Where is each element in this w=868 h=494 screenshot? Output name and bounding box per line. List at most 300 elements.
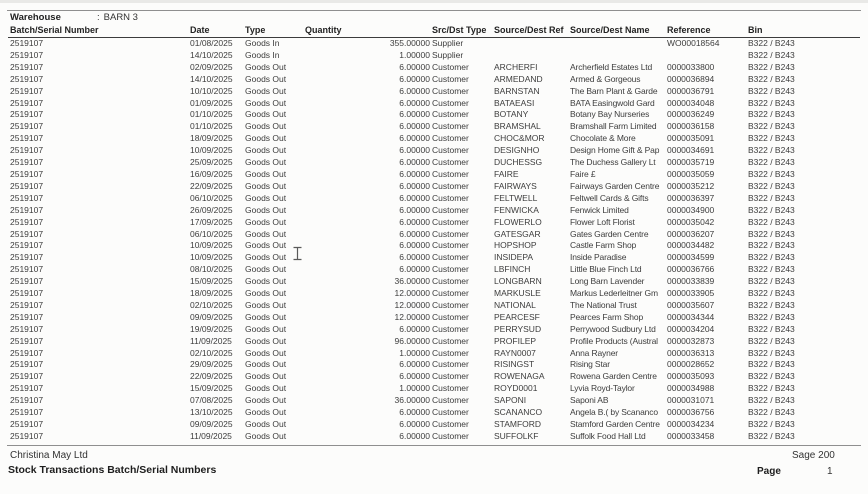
table-cell: 6.00000 [399,73,430,84]
table-cell: Rising Star [570,359,610,370]
table-cell: 14/10/2025 [190,73,233,84]
table-cell: 0000035093 [667,371,715,382]
table-cell: B322 / B243 [748,252,795,263]
table-cell: 0000034599 [667,252,715,263]
table-cell: Customer [432,371,469,382]
table-cell: BARNSTAN [494,85,540,96]
table-cell: B322 / B243 [748,407,795,418]
table-cell: 6.00000 [399,61,430,72]
table-cell: Customer [432,85,469,96]
table-cell [568,38,665,50]
table-cell: 6.00000 [399,216,430,227]
table-row [8,252,860,264]
table-row [8,169,860,181]
table-cell: SAPONI [494,395,527,406]
table-cell: 15/09/2025 [190,276,233,287]
table-cell: RAYN0007 [494,347,536,358]
table-cell: Goods Out [245,419,287,429]
table-cell: 0000034482 [667,240,715,251]
table-cell: 11/09/2025 [190,430,232,441]
table-cell: 12.00000 [394,288,430,299]
table-cell: 2519107 [10,299,44,310]
table-cell: B322 / B243 [748,38,795,48]
table-cell: 355.00000 [389,38,430,48]
table-row [8,98,860,110]
table-cell: Supplier [432,38,464,48]
table-cell: 1.00000 [399,383,430,394]
table-cell: Customer [432,121,469,132]
table-cell: Customer [432,383,469,394]
table-cell: 6.00000 [399,121,430,132]
table-cell: Goods Out [245,240,287,251]
warehouse-value: BARN 3 [103,12,138,23]
table-cell: Customer [432,61,469,72]
table-cell: SCANANCO [494,407,543,418]
warehouse-separator: : [97,12,100,23]
table-cell: Bramshall Farm Limited [570,121,657,132]
table-cell: 0000036756 [667,407,715,418]
table-cell: 0000034988 [667,383,715,394]
table-cell: DESIGNHO [494,145,540,156]
page-number: 1 [827,466,833,477]
table-cell: 2519107 [10,430,44,441]
table-cell: 22/09/2025 [190,180,233,191]
table-cell: 2519107 [10,73,44,84]
table-cell: Goods Out [245,168,287,179]
table-cell: 0000033905 [667,288,715,299]
table-cell: STAMFORD [494,419,542,429]
table-cell: 1.00000 [399,49,430,60]
table-cell: 6.00000 [399,204,430,215]
table-cell: 25/09/2025 [190,157,233,168]
table-row [8,336,860,348]
table-cell: DUCHESSG [494,157,543,168]
table-cell: PERRYSUD [494,323,542,334]
table-cell: Customer [432,252,469,263]
table-cell: 0000036207 [667,228,715,239]
table-cell: Flower Loft Florist [570,216,635,227]
table-cell: B322 / B243 [748,180,795,191]
table-cell: B322 / B243 [748,109,795,120]
table-cell: 6.00000 [399,192,430,203]
table-cell: 2519107 [10,311,44,322]
warehouse-label: Warehouse [10,12,61,23]
table-cell: 2519107 [10,85,44,96]
table-cell: Goods Out [245,347,287,358]
table-cell: Customer [432,419,469,429]
table-cell: B322 / B243 [748,73,795,84]
table-cell: 17/09/2025 [190,216,233,227]
table-cell: LONGBARN [494,276,542,287]
table-cell: FELTWELL [494,192,538,203]
table-cell [492,38,568,50]
table-cell: B322 / B243 [748,85,795,96]
table-cell: 6.00000 [399,109,430,120]
table-cell: 15/09/2025 [190,383,233,394]
table-cell: 0000036766 [667,264,715,275]
table-row [8,359,860,371]
table-cell: 2519107 [10,335,44,346]
table-cell: 12.00000 [394,299,430,310]
table-cell: 10/09/2025 [190,252,233,263]
table-cell: 0000033458 [667,430,715,441]
table-cell: 2519107 [10,121,44,132]
table-cell: Lyvia Royd-Taylor [570,383,635,394]
table-cell: 6.00000 [399,430,430,441]
table-cell: 6.00000 [399,180,430,191]
table-row [8,312,860,324]
table-cell: 2519107 [10,49,44,60]
table-cell: ROYD0001 [494,383,538,394]
table-cell: 6.00000 [399,252,430,263]
table-cell: 02/10/2025 [190,347,233,358]
table-row [8,157,860,169]
table-cell: 09/09/2025 [190,311,233,322]
table-cell: Goods Out [245,97,287,108]
col-header-date: Date [190,25,210,35]
table-cell: Angela B.( by Scananco [570,407,658,418]
table-cell: Customer [432,97,469,108]
table-cell: Profile Products (Austral [570,335,658,346]
table-cell: 01/10/2025 [190,109,233,120]
table-cell: 0000034234 [667,419,715,429]
table-row [8,205,860,217]
table-cell: 2519107 [10,252,44,263]
table-cell: Goods Out [245,61,287,72]
table-cell: 18/09/2025 [190,133,233,144]
table-cell: Goods Out [245,276,287,287]
table-cell [568,50,665,62]
table-cell: 01/09/2025 [190,97,233,108]
table-row [8,62,860,74]
table-cell: 2519107 [10,204,44,215]
table-cell: B322 / B243 [748,145,795,156]
table-cell: Customer [432,192,469,203]
table-cell: Goods Out [245,371,287,382]
table-cell: 2519107 [10,97,44,108]
table-cell: INSIDEPA [494,252,534,263]
table-cell: 26/09/2025 [190,204,233,215]
table-cell: Goods Out [245,73,287,84]
table-cell: B322 / B243 [748,157,795,168]
table-cell: 6.00000 [399,240,430,251]
table-cell: 0000033800 [667,61,715,72]
table-cell: Customer [432,240,469,251]
table-cell: 2519107 [10,109,44,120]
table-cell: 0000034900 [667,204,715,215]
table-cell: 6.00000 [399,323,430,334]
table-cell: 2519107 [10,383,44,394]
table-cell: Fairways Garden Centre [570,180,660,191]
table-row [8,74,860,86]
table-cell: 13/10/2025 [190,407,233,418]
table-cell: 6.00000 [399,228,430,239]
table-cell: 0000036249 [667,109,715,120]
table-cell: Goods Out [245,145,287,156]
table-cell: B322 / B243 [748,335,795,346]
table-cell: Gates Garden Centre [570,228,649,239]
table-cell: Goods Out [245,133,287,144]
table-cell: 96.00000 [394,335,430,346]
table-row [8,181,860,193]
table-cell: B322 / B243 [748,168,795,179]
app-name: Sage 200 [792,450,835,461]
table-row [8,240,860,252]
table-row [8,324,860,336]
table-cell: Goods Out [245,264,287,275]
table-cell: 2519107 [10,347,44,358]
table-cell: 09/09/2025 [190,419,233,429]
table-cell: B322 / B243 [748,121,795,132]
table-cell: NATIONAL [494,299,536,310]
table-header-row [8,20,860,38]
table-cell: Suffolk Food Hall Ltd [570,430,646,441]
table-cell: ARCHERFI [494,61,538,72]
table-cell: Customer [432,264,469,275]
table-cell: Rowena Garden Centre [570,371,657,382]
table-cell: Customer [432,216,469,227]
table-cell: 2519107 [10,359,44,370]
table-cell: FLOWERLO [494,216,542,227]
table-cell: 02/09/2025 [190,61,233,72]
table-cell: 2519107 [10,38,44,48]
table-cell: Goods Out [245,192,287,203]
table-cell: Customer [432,133,469,144]
table-cell: 0000035719 [667,157,715,168]
table-cell: Goods Out [245,252,287,263]
table-cell: 0000035042 [667,216,715,227]
table-cell: B322 / B243 [748,323,795,334]
table-cell: B322 / B243 [748,311,795,322]
table-cell: B322 / B243 [748,347,795,358]
col-header-type: Type [245,25,266,35]
table-cell: B322 / B243 [748,383,795,394]
table-cell: Customer [432,204,469,215]
table-cell: Goods Out [245,311,287,322]
table-cell: 2519107 [10,61,44,72]
table-cell: 2519107 [10,133,44,144]
table-cell: 2519107 [10,276,44,287]
table-cell: Customer [432,276,469,287]
table-cell: 2519107 [10,168,44,179]
table-cell: 02/10/2025 [190,299,233,310]
table-cell: 2519107 [10,157,44,168]
table-cell: Goods Out [245,335,287,346]
table-row [8,371,860,383]
table-cell: 06/10/2025 [190,228,233,239]
table-cell: Goods In [245,49,280,60]
table-cell: 2519107 [10,228,44,239]
table-cell: 29/09/2025 [190,359,233,370]
table-cell: Customer [432,228,469,239]
table-cell: BOTANY [494,109,529,120]
company-name: Christina May Ltd [10,450,88,461]
table-cell: BATAEASI [494,97,535,108]
table-cell: 0000036791 [667,85,715,96]
table-cell: Botany Bay Nurseries [570,109,650,120]
table-cell: SUFFOLKF [494,430,539,441]
table-row [8,431,860,443]
table-cell: 2519107 [10,371,44,382]
col-header-reference: Reference [667,25,711,35]
table-cell: B322 / B243 [748,49,795,60]
table-cell: 10/09/2025 [190,145,233,156]
table-row [8,145,860,157]
table-row [8,264,860,276]
table-cell: 2519107 [10,395,44,406]
table-cell: B322 / B243 [748,240,795,251]
table-cell: Goods Out [245,288,287,299]
table-cell: 6.00000 [399,359,430,370]
table-cell: The Barn Plant & Garde [570,85,658,96]
table-cell: Goods Out [245,157,287,168]
table-row [8,383,860,395]
table-cell: Stamford Garden Centre [570,419,660,429]
table-cell: 0000036894 [667,73,715,84]
table-cell: 2519107 [10,216,44,227]
table-cell: B322 / B243 [748,61,795,72]
table-cell: HOPSHOP [494,240,537,251]
table-row [8,193,860,205]
col-header-src-dst-type: Src/Dst Type [432,25,487,35]
table-cell: Faire £ [570,168,596,179]
table-cell: Little Blue Finch Ltd [570,264,642,275]
table-cell: Saponi AB [570,395,609,406]
table-cell: 2519107 [10,192,44,203]
top-rule [7,10,861,11]
table-cell: 2519107 [10,407,44,418]
table-cell: GATESGAR [494,228,541,239]
table-cell: Customer [432,323,469,334]
table-cell: 06/10/2025 [190,192,233,203]
table-cell: B322 / B243 [748,288,795,299]
table-cell: 6.00000 [399,145,430,156]
table-cell: Goods Out [245,121,287,132]
table-cell: 6.00000 [399,97,430,108]
table-cell: 0000035059 [667,168,715,179]
report-title: Stock Transactions Batch/Serial Numbers [8,464,217,476]
table-cell: 12.00000 [394,311,430,322]
table-cell: Inside Paradise [570,252,627,263]
table-cell: 07/08/2025 [190,395,233,406]
table-cell: 10/10/2025 [190,85,233,96]
table-cell: Customer [432,407,469,418]
table-cell: PEARCESF [494,311,540,322]
table-row [8,348,860,360]
table-row [8,50,860,62]
table-cell: Customer [432,335,469,346]
table-cell: Archerfield Estates Ltd [570,61,653,72]
table-cell: Goods Out [245,383,287,394]
table-cell: FENWICKA [494,204,539,215]
table-cell: 18/09/2025 [190,288,233,299]
table-cell: Pearces Farm Shop [570,311,644,322]
table-cell: B322 / B243 [748,299,795,310]
table-cell: Chocolate & More [570,133,636,144]
table-cell: 11/09/2025 [190,335,232,346]
table-cell: Markus Lederleitner Gm [570,288,658,299]
page-label: Page [757,466,781,477]
table-row [8,229,860,241]
table-cell: Customer [432,180,469,191]
table-cell: Customer [432,157,469,168]
table-cell: Goods Out [245,430,287,441]
table-cell: 0000032873 [667,335,715,346]
table-cell: Goods Out [245,323,287,334]
table-cell: B322 / B243 [748,133,795,144]
table-cell: B322 / B243 [748,430,795,441]
table-cell: Customer [432,109,469,120]
table-cell [665,50,746,62]
table-cell: 6.00000 [399,419,430,429]
table-cell: ROWENAGA [494,371,545,382]
table-cell: 6.00000 [399,407,430,418]
table-cell: 6.00000 [399,133,430,144]
table-cell: ARMEDAND [494,73,543,84]
table-cell: B322 / B243 [748,264,795,275]
table-row [8,419,860,431]
table-cell: Goods Out [245,216,287,227]
table-cell: 0000036158 [667,121,715,132]
table-cell: 14/10/2025 [190,49,233,60]
table-cell: B322 / B243 [748,359,795,370]
table-cell: Goods Out [245,109,287,120]
table-row [8,121,860,133]
table-cell: Goods Out [245,359,287,370]
col-header-batch-serial: Batch/Serial Number [10,25,99,35]
table-cell: 0000036313 [667,347,715,358]
table-cell: Customer [432,288,469,299]
table-cell: 6.00000 [399,371,430,382]
table-row [8,300,860,312]
table-cell: Goods Out [245,85,287,96]
table-cell: 10/09/2025 [190,240,233,251]
table-cell: 6.00000 [399,85,430,96]
table-cell: 0000034048 [667,97,715,108]
table-cell: WO00018564 [667,38,720,48]
table-cell: RISINGST [494,359,535,370]
col-header-quantity: Quantity [305,25,342,35]
table-cell: MARKUSLE [494,288,541,299]
table-cell: LBFINCH [494,264,531,275]
table-cell: Castle Farm Shop [570,240,637,251]
table-cell: Customer [432,73,469,84]
footer-rule [7,445,861,446]
table-cell: 2519107 [10,323,44,334]
table-row [8,288,860,300]
table-row [8,86,860,98]
table-cell: 0000031071 [667,395,715,406]
table-cell: Customer [432,347,469,358]
table-cell: 36.00000 [394,395,430,406]
table-cell: Armed & Gorgeous [570,73,641,84]
table-cell: BATA Easingwold Gard [570,97,655,108]
table-cell: Supplier [432,49,464,60]
table-cell: 6.00000 [399,168,430,179]
table-cell: 0000035607 [667,299,715,310]
table-cell: 0000034344 [667,311,715,322]
table-cell: FAIRE [494,168,519,179]
text-cursor-icon [292,246,303,261]
table-cell: B322 / B243 [748,276,795,287]
table-cell: Customer [432,395,469,406]
table-cell: Goods Out [245,407,287,418]
table-cell: 2519107 [10,145,44,156]
table-cell: Goods Out [245,180,287,191]
table-row [8,407,860,419]
table-cell: 36.00000 [394,276,430,287]
table-cell: 16/09/2025 [190,168,233,179]
